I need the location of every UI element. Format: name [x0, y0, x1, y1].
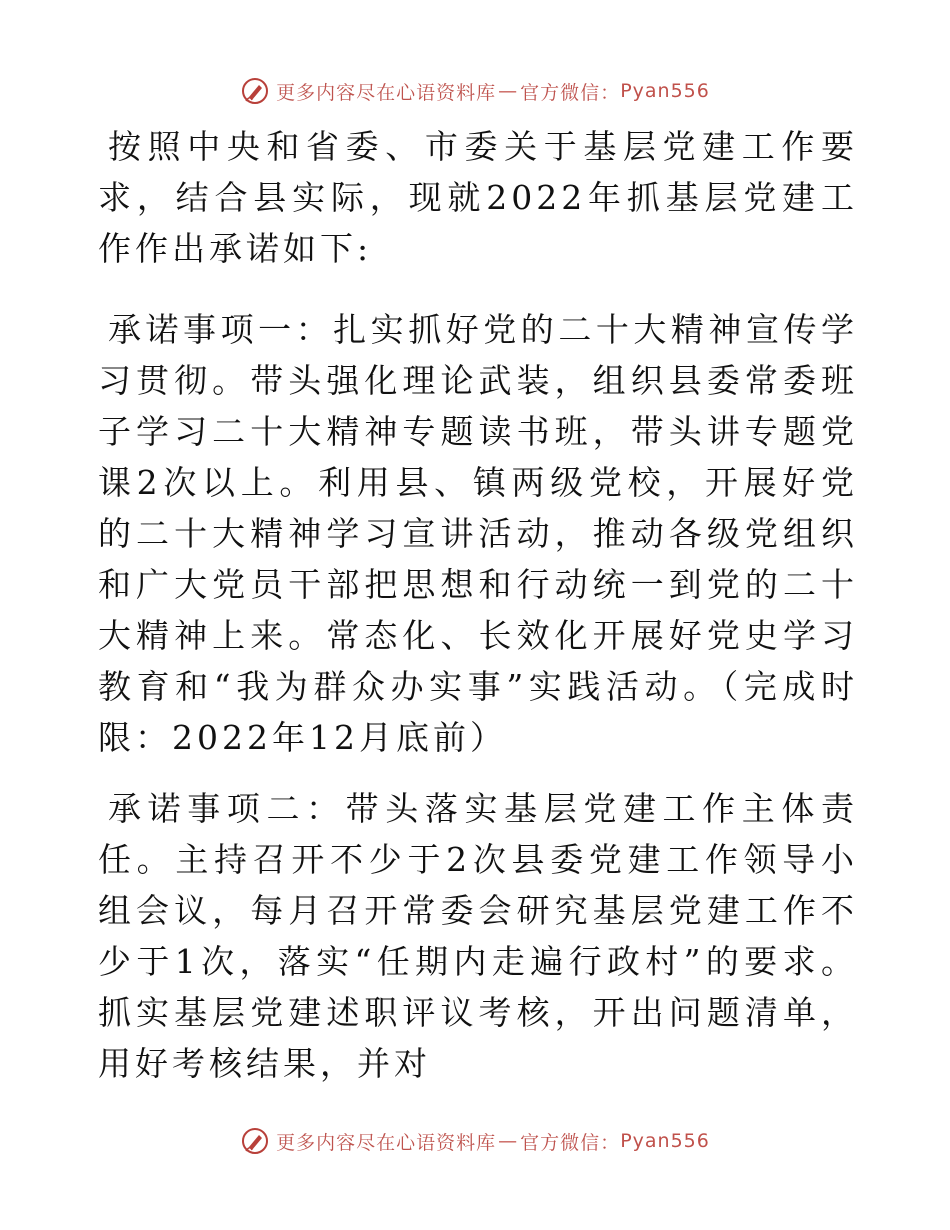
watermark-wechat-label: 官方微信：	[520, 1131, 621, 1154]
pen-logo-icon	[240, 76, 270, 106]
watermark-separator: —	[498, 1130, 519, 1152]
commitment-item-2: 承诺事项二：带头落实基层党建工作主体责任。主持召开不少于2次县委党建工作领导小组会议，每月召开常委会研究基层党建工作不少于1次，落实“任期内走遍行政村”的要求。抓实基层党建述职评议考核，开出问题清单，用好考核结果，并对	[98, 789, 858, 1083]
footer-watermark	[0, 1121, 950, 1161]
intro-paragraph: 按照中央和省委、市委关于基层党建工作要求，结合县实际，现就2022年抓基层党建工作作出承诺如下:	[98, 127, 858, 268]
watermark-wechat-id: Pyan556	[620, 80, 710, 102]
watermark-text: 更多内容尽在心语资料库	[276, 1131, 497, 1154]
watermark-separator: —	[498, 80, 519, 102]
watermark-wechat-id: Pyan556	[620, 1130, 710, 1152]
commitment-item-1: 承诺事项一：扎实抓好党的二十大精神宣传学习贯彻。带头强化理论武装，组织县委常委班子学习二十大精神专题读书班，带头讲专题党课2次以上。利用县、镇两级党校，开展好党的二十大精神学习宣讲活动，推动各级党组织和广大党员干部把思想和行动统一到党的二十大精神上来。常态化、长效化开展好党史学习教育和“我为群众办实事”实践活动。（完成时限：2022年12月底前）	[98, 310, 858, 757]
header-watermark	[0, 71, 950, 111]
watermark-wechat-label: 官方微信：	[520, 81, 621, 104]
document-body	[98, 121, 858, 1109]
watermark-text: 更多内容尽在心语资料库	[276, 81, 497, 104]
pen-logo-icon	[240, 1126, 270, 1156]
